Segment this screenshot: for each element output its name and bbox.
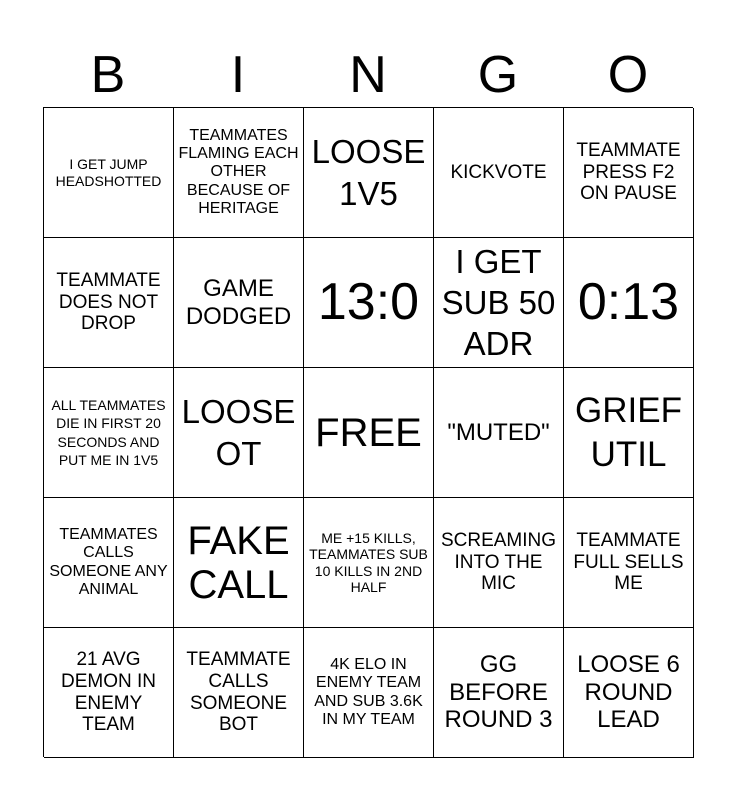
bingo-cell[interactable]: 21 AVG DEMON IN ENEMY TEAM <box>44 628 174 758</box>
bingo-cell[interactable]: 4K ELO IN ENEMY TEAM AND SUB 3.6K IN MY TEAM <box>304 628 434 758</box>
bingo-cell[interactable]: ALL TEAMMATES DIE IN FIRST 20 SECONDS AND PUT ME IN 1V5 <box>44 368 174 498</box>
bingo-cell[interactable]: ME +15 KILLS, TEAMMATES SUB 10 KILLS IN 2ND HALF <box>304 498 434 628</box>
bingo-cell[interactable]: TEAMMATES CALLS SOMEONE ANY ANIMAL <box>44 498 174 628</box>
bingo-cell[interactable]: I GET JUMP HEADSHOTTED <box>44 108 174 238</box>
header-letter-b: B <box>90 46 126 104</box>
bingo-cell[interactable]: 0:13 <box>564 238 694 368</box>
header-letter-n: N <box>349 46 387 104</box>
bingo-cell[interactable]: TEAMMATE DOES NOT DROP <box>44 238 174 368</box>
bingo-cell[interactable]: LOOSE 1V5 <box>304 108 434 238</box>
bingo-cell[interactable]: LOOSE OT <box>174 368 304 498</box>
bingo-cell[interactable]: GAME DODGED <box>174 238 304 368</box>
bingo-cell[interactable]: TEAMMATES FLAMING EACH OTHER BECAUSE OF HERITAGE <box>174 108 304 238</box>
bingo-cell[interactable]: 13:0 <box>304 238 434 368</box>
bingo-cell[interactable]: FAKE CALL <box>174 498 304 628</box>
bingo-cell[interactable]: I GET SUB 50 ADR <box>434 238 564 368</box>
header-letter-i: I <box>230 46 246 104</box>
bingo-board <box>43 107 693 757</box>
bingo-cell[interactable]: SCREAMING INTO THE MIC <box>434 498 564 628</box>
bingo-cell[interactable]: TEAMMATE CALLS SOMEONE BOT <box>174 628 304 758</box>
bingo-cell[interactable]: GG BEFORE ROUND 3 <box>434 628 564 758</box>
bingo-cell[interactable]: GRIEF UTIL <box>564 368 694 498</box>
header-letter-g: G <box>477 46 519 104</box>
bingo-header <box>43 42 693 108</box>
bingo-cell[interactable]: TEAMMATE FULL SELLS ME <box>564 498 694 628</box>
bingo-cell[interactable]: "MUTED" <box>434 368 564 498</box>
header-letter-o: O <box>607 46 649 104</box>
free-cell[interactable]: FREE <box>304 368 434 498</box>
bingo-cell[interactable]: KICKVOTE <box>434 108 564 238</box>
bingo-cell[interactable]: TEAMMATE PRESS F2 ON PAUSE <box>564 108 694 238</box>
bingo-cell[interactable]: LOOSE 6 ROUND LEAD <box>564 628 694 758</box>
